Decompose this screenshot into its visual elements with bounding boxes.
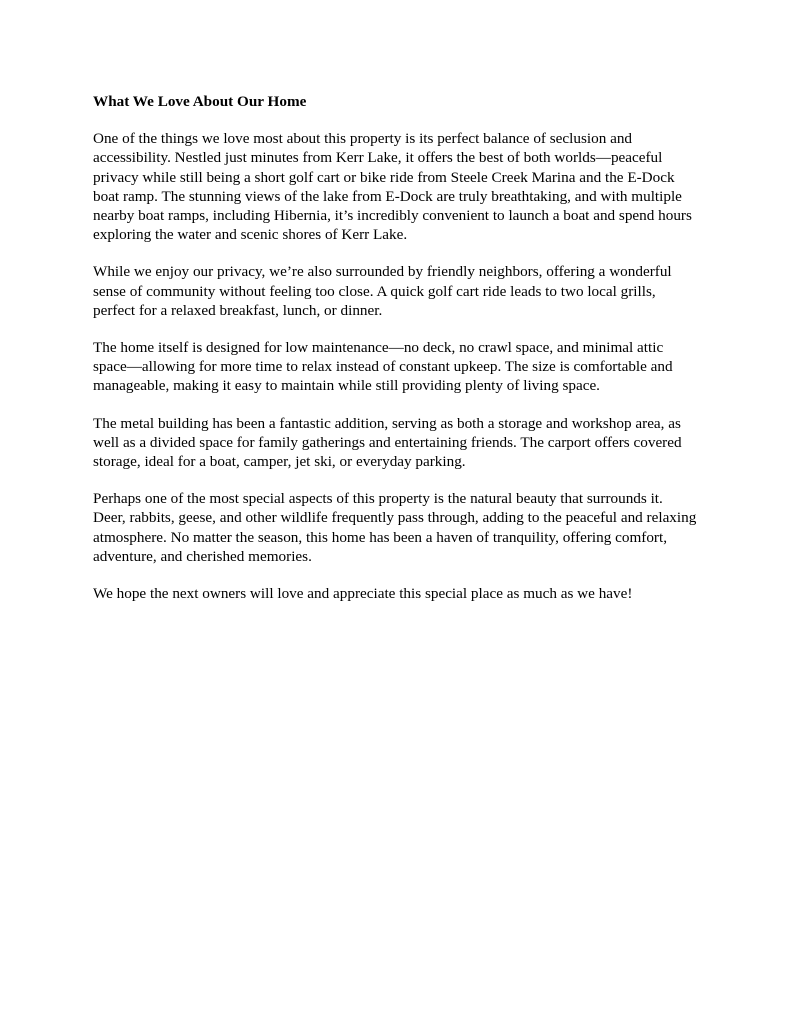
paragraph-maintenance: The home itself is designed for low maintenance—no deck, no crawl space, and minimal attic space—allowing for more time to relax instead of constant upkeep. The size is comfortable and manageable, making it easy to maintain while still providing plenty of living space. [93, 339, 673, 395]
document-title: What We Love About Our Home [93, 93, 307, 110]
paragraph-metal-building: The metal building has been a fantastic addition, serving as both a storage and workshop area, as well as a divided space for family gatherings and entertaining friends. The carport offers covered storage, ideal for a boat, camper, jet ski, or everyday parking. [93, 414, 682, 471]
paragraph-community: While we enjoy our privacy, we’re also surrounded by friendly neighbors, offering a wonderful sense of community without feeling too close. A quick golf cart ride leads to two local grills, perfect for a relaxed breakfast, lunch, or dinner. [93, 263, 672, 319]
paragraph-natural-beauty: Perhaps one of the most special aspects of this property is the natural beauty that surrounds it. Deer, rabbits, geese, and other wildlife frequently pass through, adding to the peaceful and relaxing atmosphere. No matter the season, this home has been a haven of tranquility, offering comfort, adventure, and cherished memories. [93, 490, 697, 565]
paragraph-seclusion: One of the things we love most about this property is its perfect balance of seclusion and accessibility. Nestled just minutes from Kerr Lake, it offers the best of both worlds—peaceful privacy while still being a short golf cart or bike ride from Steele Creek Marina and the E-Dock boat ramp. The stunning views of the lake from E-Dock are truly breathtaking, and with multiple nearby boat ramps, including Hibernia, it’s incredibly convenient to launch a boat and spend hours exploring the water and scenic shores of Kerr Lake. [93, 130, 692, 244]
document-body [93, 92, 699, 621]
paragraph-closing: We hope the next owners will love and appreciate this special place as much as we have! [93, 585, 633, 603]
